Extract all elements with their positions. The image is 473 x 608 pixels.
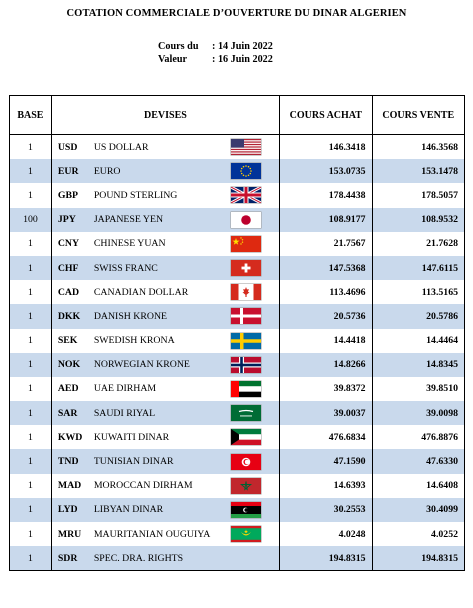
switzerland-flag-icon [231, 260, 261, 276]
table-row [10, 135, 465, 160]
devise-cell [51, 377, 279, 401]
base-cell: 1 [10, 401, 52, 425]
cours-achat-cell: 21.7567 [280, 232, 372, 256]
base-cell: 1 [10, 425, 52, 449]
devise-cell [51, 280, 279, 304]
currency-name: SAUDI RIYAL [93, 407, 156, 419]
base-cell: 1 [10, 546, 52, 571]
cours-date: : 14 Juin 2022 [212, 41, 273, 52]
currency-name: SWEDISH KRONA [93, 335, 175, 347]
kuwait-flag-icon [231, 429, 261, 445]
japan-flag-icon [231, 212, 261, 228]
devise-cell [51, 183, 279, 207]
devise-cell [51, 135, 279, 160]
cours-achat-cell: 20.5736 [280, 304, 372, 328]
currency-name: SPEC. DRA. RIGHTS [93, 552, 184, 564]
devise-cell [51, 329, 279, 353]
mauritania-flag-icon [231, 526, 261, 542]
cours-vente-cell: 39.8510 [372, 377, 464, 401]
libya-flag-icon [231, 502, 261, 518]
currency-code: MAD [57, 480, 82, 492]
table-header-row [10, 96, 465, 135]
table-row [10, 304, 465, 328]
devise-cell [51, 498, 279, 522]
uk-flag-icon [231, 187, 261, 203]
devise-cell [51, 232, 279, 256]
cours-vente-cell: 30.4099 [372, 498, 464, 522]
valeur-date: : 16 Juin 2022 [212, 54, 273, 65]
currency-code: EUR [57, 165, 79, 177]
devise-cell [51, 546, 279, 571]
table-row [10, 401, 465, 425]
table-row [10, 159, 465, 183]
currency-code: DKK [57, 310, 81, 322]
table-row [10, 377, 465, 401]
currency-code: TND [57, 456, 79, 468]
table-row [10, 449, 465, 473]
table-row [10, 280, 465, 304]
cours-achat-cell: 113.4696 [280, 280, 372, 304]
cours-vente-cell: 14.8345 [372, 353, 464, 377]
currency-name: LIBYAN DINAR [93, 504, 164, 516]
devise-cell [51, 304, 279, 328]
cours-vente-cell: 108.9532 [372, 208, 464, 232]
currency-name: POUND STERLING [93, 189, 178, 201]
eu-flag-icon [231, 163, 261, 179]
cours-vente-cell: 113.5165 [372, 280, 464, 304]
base-cell: 1 [10, 304, 52, 328]
currency-code: JPY [57, 214, 76, 226]
cours-achat-cell: 30.2553 [280, 498, 372, 522]
currency-code: SAR [57, 407, 78, 419]
currency-name: NORWEGIAN KRONE [93, 359, 190, 371]
base-cell: 1 [10, 232, 52, 256]
table-row [10, 498, 465, 522]
table-row [10, 256, 465, 280]
table-row [10, 208, 465, 232]
cours-vente-cell: 476.8876 [372, 425, 464, 449]
date-block [158, 40, 273, 66]
cours-achat-cell: 14.8266 [280, 353, 372, 377]
table-row [10, 522, 465, 546]
base-cell: 1 [10, 280, 52, 304]
currency-name: KUWAITI DINAR [93, 431, 170, 443]
cours-achat-cell: 476.6834 [280, 425, 372, 449]
table-row [10, 232, 465, 256]
cours-achat-cell: 39.8372 [280, 377, 372, 401]
cours-achat-cell: 194.8315 [280, 546, 372, 571]
cours-vente-cell: 4.0252 [372, 522, 464, 546]
cours-vente-cell: 146.3568 [372, 135, 464, 160]
morocco-flag-icon [231, 478, 261, 494]
base-cell: 1 [10, 522, 52, 546]
devise-cell [51, 208, 279, 232]
base-cell: 1 [10, 449, 52, 473]
cours-achat-cell: 39.0037 [280, 401, 372, 425]
devise-cell [51, 425, 279, 449]
currency-code: CAD [57, 286, 80, 298]
cours-achat-cell: 14.6393 [280, 474, 372, 498]
cours-vente-cell: 14.4464 [372, 329, 464, 353]
valeur-label: Valeur [158, 54, 188, 65]
devise-cell [51, 449, 279, 473]
currency-name: DANISH KRONE [93, 310, 168, 322]
devise-cell [51, 401, 279, 425]
devise-cell [51, 159, 279, 183]
cours-vente-cell: 20.5786 [372, 304, 464, 328]
base-cell: 1 [10, 474, 52, 498]
cours-achat-cell: 14.4418 [280, 329, 372, 353]
currency-code: USD [57, 141, 78, 153]
column-header-devises: DEVISES [51, 96, 279, 135]
column-header-cours-vente: COURS VENTE [372, 96, 464, 135]
base-cell: 100 [10, 208, 52, 232]
cours-vente-cell: 47.6330 [372, 449, 464, 473]
currency-name: SWISS FRANC [93, 262, 158, 274]
devise-cell [51, 353, 279, 377]
cours-achat-cell: 47.1590 [280, 449, 372, 473]
currency-name: CANADIAN DOLLAR [93, 286, 189, 298]
devise-cell [51, 474, 279, 498]
table-row [10, 353, 465, 377]
saudi-flag-icon [231, 405, 261, 421]
base-cell: 1 [10, 159, 52, 183]
cours-achat-cell: 108.9177 [280, 208, 372, 232]
cours-vente-cell: 147.6115 [372, 256, 464, 280]
currency-code: CNY [57, 238, 80, 250]
cours-vente-cell: 194.8315 [372, 546, 464, 571]
currency-code: CHF [57, 262, 79, 274]
currency-name: MAURITANIAN OUGUIYA [93, 528, 211, 540]
us-flag-icon [231, 139, 261, 155]
currency-code: MRU [57, 528, 82, 540]
base-cell: 1 [10, 329, 52, 353]
table-row [10, 546, 465, 571]
cours-vente-cell: 39.0098 [372, 401, 464, 425]
cours-vente-cell: 21.7628 [372, 232, 464, 256]
currency-name: UAE DIRHAM [93, 383, 157, 395]
canada-flag-icon [231, 284, 261, 300]
base-cell: 1 [10, 498, 52, 522]
currency-code: GBP [57, 189, 78, 201]
base-cell: 1 [10, 377, 52, 401]
cours-label: Cours du [158, 41, 199, 52]
base-cell: 1 [10, 135, 52, 160]
currency-code: LYD [57, 504, 78, 516]
table-row [10, 329, 465, 353]
currency-name: TUNISIAN DINAR [93, 456, 174, 468]
cours-achat-cell: 4.0248 [280, 522, 372, 546]
cours-achat-cell: 147.5368 [280, 256, 372, 280]
column-header-cours-achat: COURS ACHAT [280, 96, 372, 135]
base-cell: 1 [10, 183, 52, 207]
cours-achat-cell: 178.4438 [280, 183, 372, 207]
devise-cell [51, 522, 279, 546]
devise-cell [51, 256, 279, 280]
currency-code: SEK [57, 335, 78, 347]
table-row [10, 425, 465, 449]
cours-achat-cell: 146.3418 [280, 135, 372, 160]
base-cell: 1 [10, 256, 52, 280]
cours-vente-cell: 178.5057 [372, 183, 464, 207]
currency-name: EURO [93, 165, 121, 177]
china-flag-icon [231, 236, 261, 252]
currency-name: CHINESE YUAN [93, 238, 166, 250]
tunisia-flag-icon [231, 454, 261, 470]
cours-vente-cell: 153.1478 [372, 159, 464, 183]
table-row [10, 183, 465, 207]
cours-vente-cell: 14.6408 [372, 474, 464, 498]
currency-name: MOROCCAN DIRHAM [93, 480, 193, 492]
cours-achat-cell: 153.0735 [280, 159, 372, 183]
column-header-base: BASE [10, 96, 52, 135]
currency-name: JAPANESE YEN [93, 214, 164, 226]
currency-code: KWD [57, 431, 83, 443]
table-row [10, 474, 465, 498]
exchange-rate-table [9, 95, 465, 571]
sweden-flag-icon [231, 333, 261, 349]
denmark-flag-icon [231, 308, 261, 324]
norway-flag-icon [231, 357, 261, 373]
uae-flag-icon [231, 381, 261, 397]
currency-name: US DOLLAR [93, 141, 149, 153]
base-cell: 1 [10, 353, 52, 377]
currency-code: SDR [57, 552, 78, 564]
currency-code: NOK [57, 359, 81, 371]
currency-code: AED [57, 383, 79, 395]
document-title: COTATION COMMERCIALE D’OUVERTURE DU DINAR ALGERIEN [66, 8, 407, 19]
